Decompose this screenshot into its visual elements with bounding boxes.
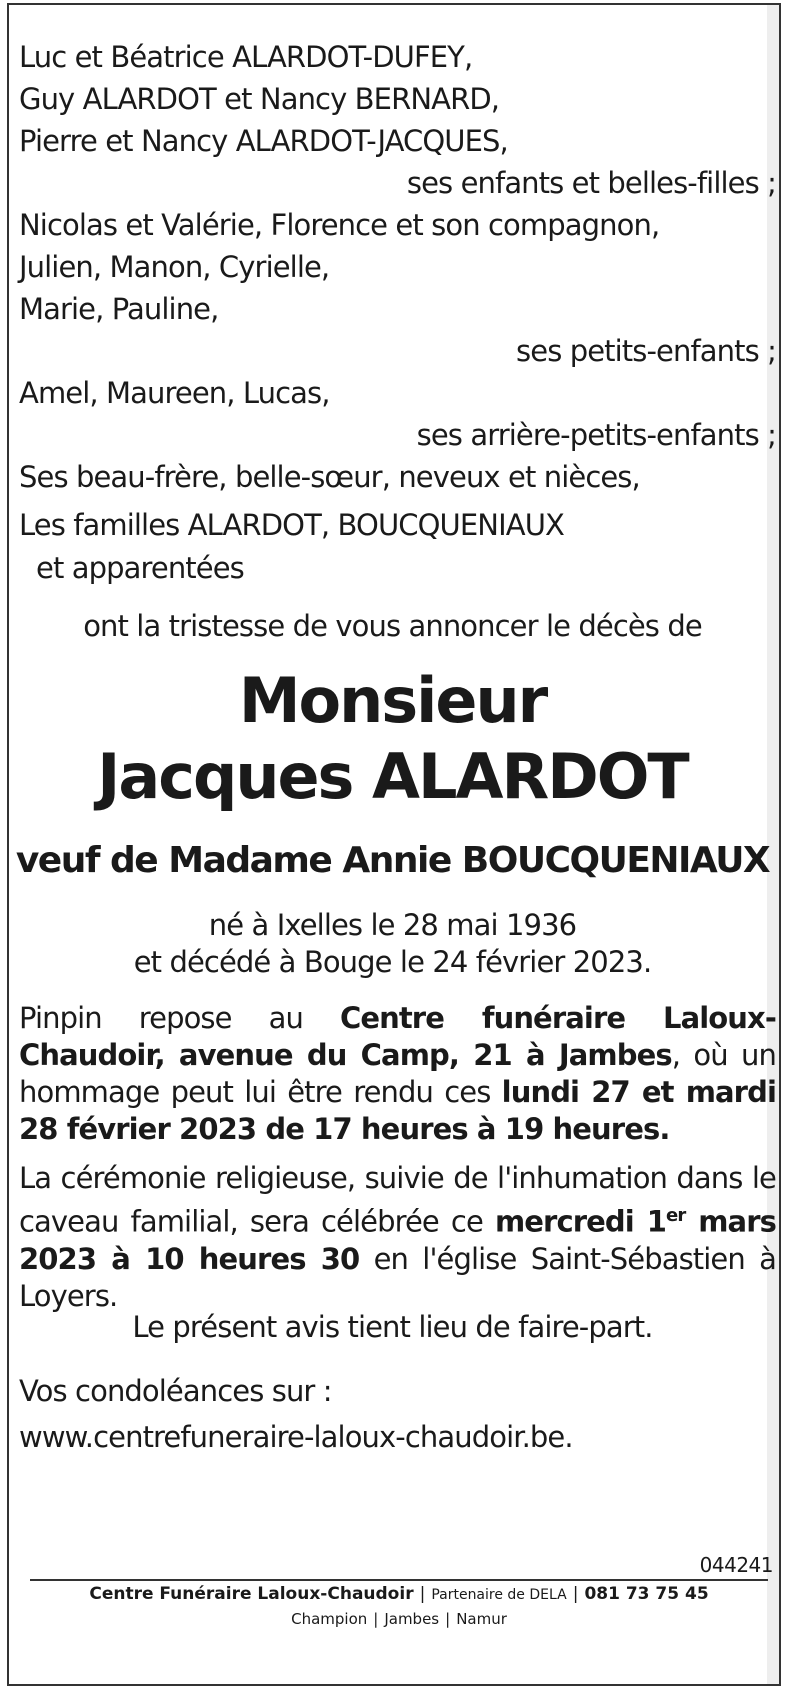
para2-date-time: mars 2023 à 10 heures 30 <box>19 1204 776 1276</box>
para2-date-day: mercredi 1 <box>494 1204 667 1239</box>
para2-date-sup: er <box>666 1205 686 1226</box>
para1-location: Centre funéraire Laloux-Chaudoir, avenue du Camp, 21 à Jambes <box>19 1001 776 1072</box>
para2-text-2: en l'église Saint-Sébastien à Loyers. <box>19 1241 776 1313</box>
footer-locations-line <box>30 1610 768 1628</box>
birth-line: né à Ixelles le 28 mai 1936 <box>208 908 577 942</box>
condolences-label: Vos condoléances sur : <box>19 1374 332 1408</box>
faire-part-line: Le présent avis tient lieu de faire-part. <box>132 1310 653 1344</box>
family-line-10: et apparentées <box>36 551 244 585</box>
footer-partner: Partenaire de DELA <box>431 1587 567 1603</box>
para2-text-1: La cérémonie religieuse, suivie de l'inhumation dans le caveau familial, sera célébrée ce <box>19 1161 776 1239</box>
para1-text-1: Pinpin repose au <box>19 1001 340 1035</box>
death-line: et décédé à Bouge le 24 février 2023. <box>133 945 652 979</box>
relation-children: ses enfants et belles-filles ; <box>406 166 776 200</box>
relation-grandchildren: ses petits-enfants ; <box>516 334 776 368</box>
footer-company: Centre Funéraire Laloux-Chaudoir <box>89 1584 414 1604</box>
para1-dates: lundi 27 et mardi 28 février 2023 de 17 heures à 19 heures. <box>19 1075 776 1146</box>
family-line-7: Amel, Maureen, Lucas, <box>19 376 330 410</box>
footer-sep-2: | <box>572 1584 579 1604</box>
footer-location-3: Namur <box>456 1610 507 1628</box>
footer-location-1: Champion <box>291 1610 368 1628</box>
family-line-5: Julien, Manon, Cyrielle, <box>19 250 330 284</box>
condolences-website-link[interactable]: www.centrefuneraire-laloux-chaudoir.be. <box>19 1420 573 1454</box>
visitation-paragraph <box>19 1000 776 1148</box>
footer-company-line <box>30 1584 768 1604</box>
deceased-name: Jacques ALARDOT <box>97 740 688 813</box>
title-monsieur: Monsieur <box>238 664 547 737</box>
announcement: ont la tristesse de vous annoncer le décès de <box>83 609 702 643</box>
para1-text-2: , où un hommage peut lui être rendu ces <box>19 1038 776 1109</box>
family-line-2: Guy ALARDOT et Nancy BERNARD, <box>19 82 500 116</box>
ceremony-paragraph <box>19 1160 776 1315</box>
family-line-1: Luc et Béatrice ALARDOT-DUFEY, <box>19 40 473 74</box>
relation-great-grandchildren: ses arrière-petits-enfants ; <box>416 418 776 452</box>
footer-sep-4: | <box>445 1610 451 1628</box>
footer-sep-3: | <box>373 1610 379 1628</box>
footer-location-2: Jambes <box>384 1610 440 1628</box>
footer-phone: 081 73 75 45 <box>584 1584 709 1604</box>
family-line-4: Nicolas et Valérie, Florence et son compagnon, <box>19 208 660 242</box>
family-line-6: Marie, Pauline, <box>19 292 219 326</box>
footer-divider <box>30 1579 768 1581</box>
family-line-3: Pierre et Nancy ALARDOT-JACQUES, <box>19 124 508 158</box>
family-line-9: Les familles ALARDOT, BOUCQUENIAUX <box>19 508 564 542</box>
reference-number: 044241 <box>699 1553 773 1577</box>
widower-line: veuf de Madame Annie BOUCQUENIAUX <box>15 840 770 881</box>
footer-sep-1: | <box>419 1584 426 1604</box>
family-line-8: Ses beau-frère, belle-sœur, neveux et nièces, <box>19 460 640 494</box>
